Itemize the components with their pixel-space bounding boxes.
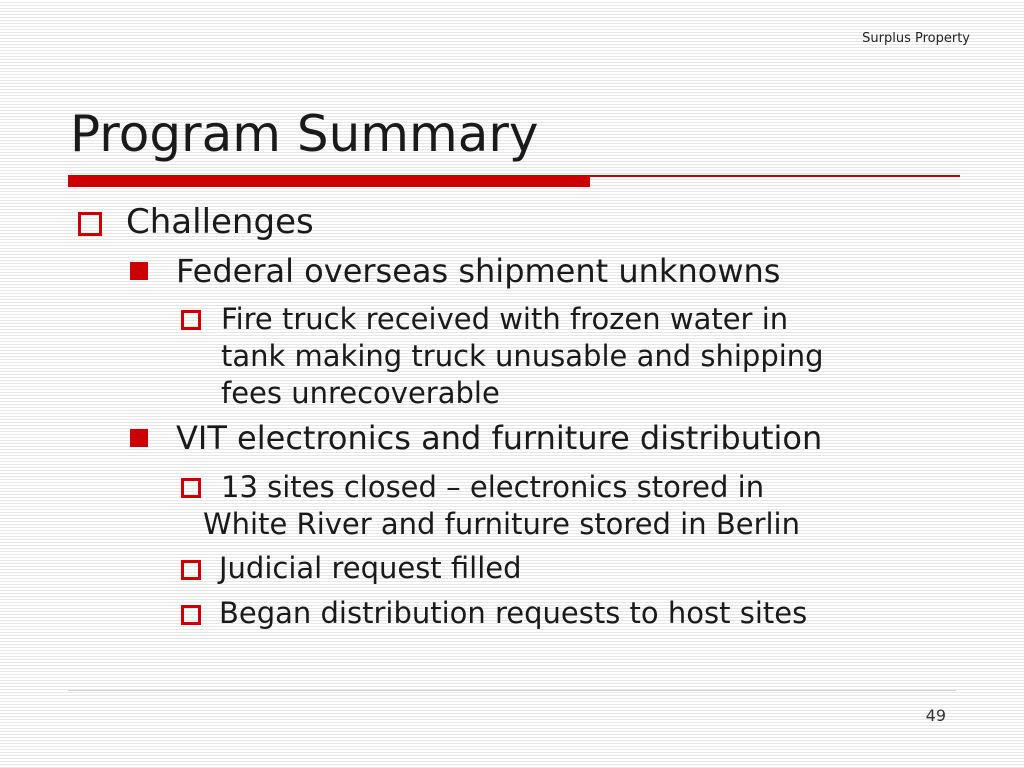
hollow-square-bullet-icon bbox=[181, 560, 201, 580]
bullet-sites-closed-line-1: 13 sites closed – electronics stored in bbox=[221, 470, 765, 504]
bullet-began-distribution: Began distribution requests to host sites bbox=[219, 596, 808, 630]
title-underline-thin bbox=[590, 175, 960, 177]
bullet-fire-truck-line-2: tank making truck unusable and shipping bbox=[221, 339, 824, 373]
bullet-vit-electronics: VIT electronics and furniture distribution bbox=[176, 419, 823, 457]
bullet-sites-closed-line-2: White River and furniture stored in Berlin bbox=[203, 507, 800, 541]
bullet-challenges: Challenges bbox=[126, 202, 314, 242]
bullet-fire-truck-line-1: Fire truck received with frozen water in bbox=[221, 302, 789, 336]
footer-divider bbox=[68, 690, 956, 691]
bullet-federal-overseas: Federal overseas shipment unknowns bbox=[176, 252, 781, 290]
solid-square-bullet-icon bbox=[130, 429, 148, 447]
bullet-fire-truck-line-3: fees unrecoverable bbox=[221, 376, 500, 410]
hollow-square-bullet-icon bbox=[181, 478, 201, 498]
solid-square-bullet-icon bbox=[130, 262, 148, 280]
page-number: 49 bbox=[925, 706, 946, 725]
hollow-square-bullet-icon bbox=[181, 605, 201, 625]
title-underline-thick bbox=[68, 175, 590, 187]
bullet-judicial-request: Judicial request filled bbox=[219, 551, 522, 585]
hollow-square-bullet-icon bbox=[78, 212, 102, 236]
hollow-square-bullet-icon bbox=[181, 310, 201, 330]
page-title: Program Summary bbox=[70, 105, 539, 163]
header-section-label: Surplus Property bbox=[862, 31, 970, 46]
